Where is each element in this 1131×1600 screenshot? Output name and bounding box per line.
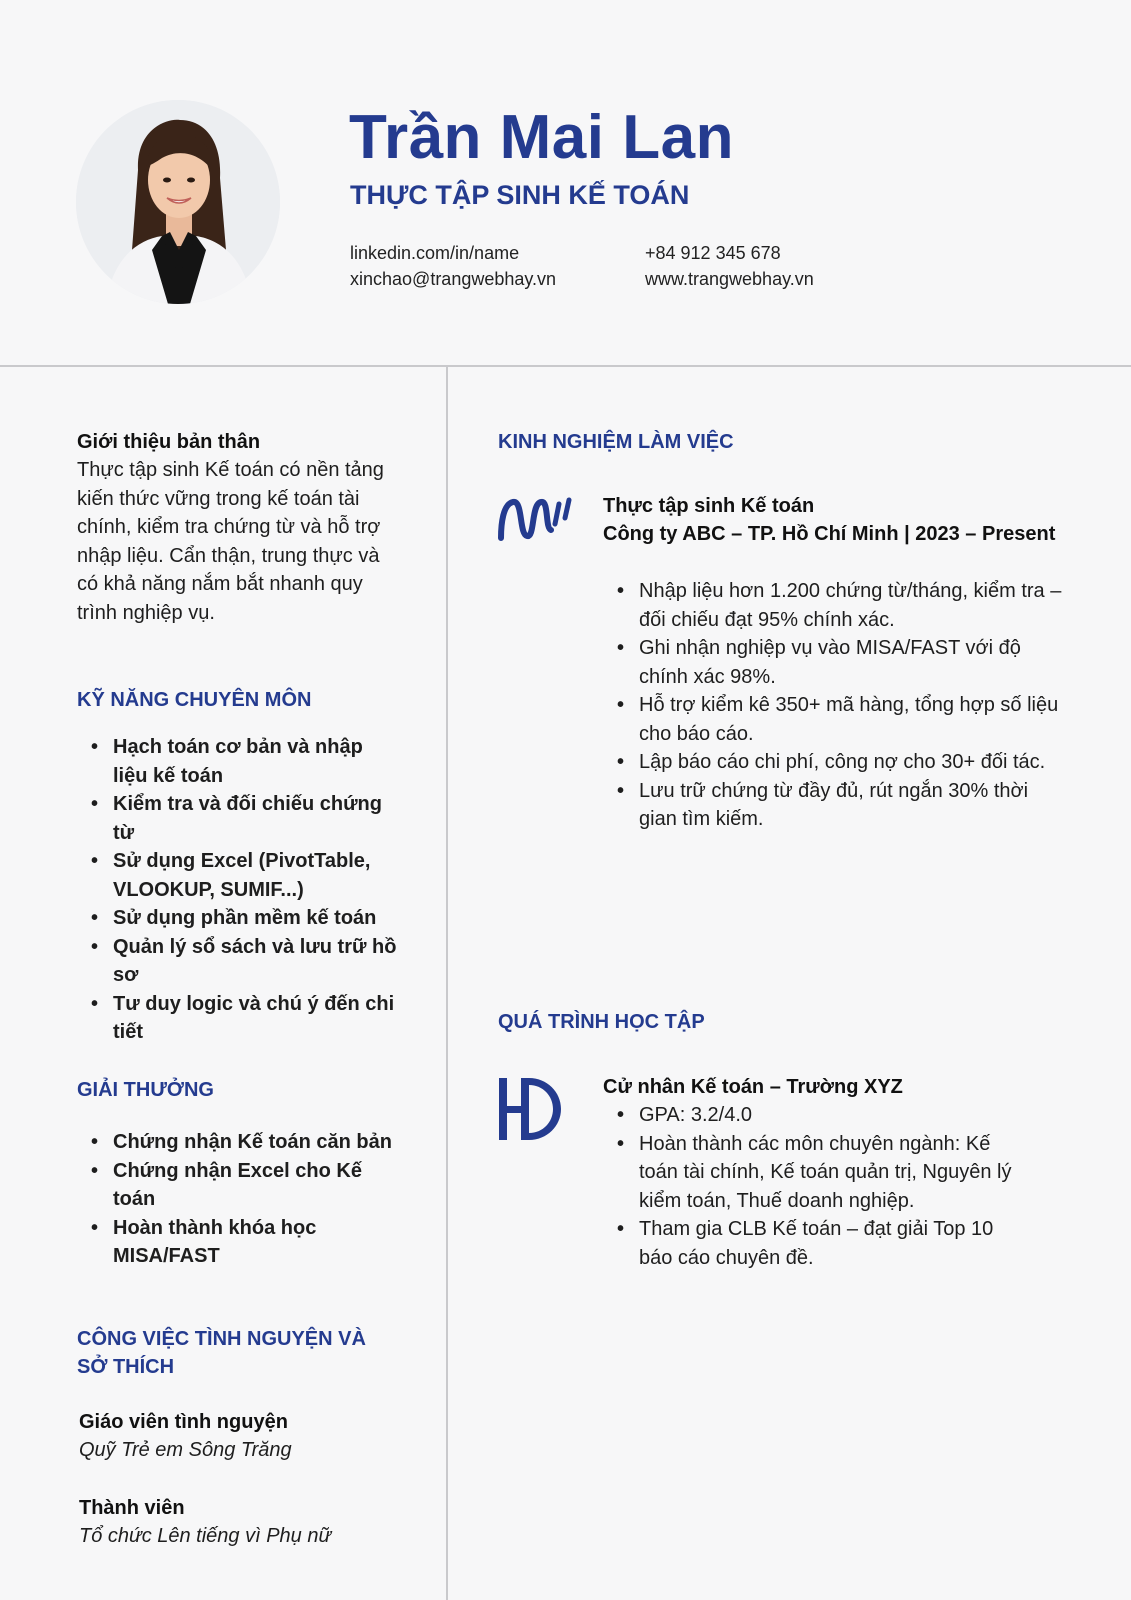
volunteer-title: CÔNG VIỆC TÌNH NGUYỆN VÀ SỞ THÍCH xyxy=(77,1328,366,1378)
award-item: • Hoàn thành khóa học MISA/FAST xyxy=(77,1214,397,1271)
skill-item: • Kiểm tra và đối chiếu chứng từ xyxy=(77,790,397,847)
education-title: QUÁ TRÌNH HỌC TẬP xyxy=(498,1011,705,1033)
company-logo-icon xyxy=(497,494,573,544)
experience-list xyxy=(603,577,1063,834)
candidate-name: Trần Mai Lan xyxy=(349,103,734,172)
awards-title: GIẢI THƯỞNG xyxy=(77,1079,214,1101)
education-item: • Hoàn thành các môn chuyên ngành: Kế toán tài chính, Kế toán quản trị, Nguyên lý kiểm toán, Thuế doanh nghiệp. xyxy=(603,1130,1023,1216)
award-item: • Chứng nhận Kế toán căn bản xyxy=(77,1128,397,1157)
portrait-illustration xyxy=(76,100,280,304)
about-section xyxy=(77,428,397,627)
about-text: Thực tập sinh Kế toán có nền tảng kiến thức vững trong kế toán tài chính, kiểm tra chứng từ và hỗ trợ nhập liệu. Cẩn thận, trung thực và có khả năng nắm bắt nhanh quy trình nghiệp vụ. xyxy=(77,459,384,624)
experience-header xyxy=(603,492,1063,548)
candidate-role: THỰC TẬP SINH KẾ TOÁN xyxy=(350,180,690,210)
education-item: • Tham gia CLB Kế toán – đạt giải Top 10 báo cáo chuyên đề. xyxy=(603,1215,1023,1272)
education-item: • GPA: 3.2/4.0 xyxy=(603,1101,1023,1130)
skills-title: KỸ NĂNG CHUYÊN MÔN xyxy=(77,689,312,711)
job-title: Thực tập sinh Kế toán xyxy=(603,495,815,517)
profile-photo xyxy=(76,100,280,304)
skills-list xyxy=(77,733,397,1047)
linkedin-link[interactable]: linkedin.com/in/name xyxy=(350,243,520,263)
phone-link[interactable]: +84 912 345 678 xyxy=(645,243,781,263)
award-item: • Chứng nhận Excel cho Kế toán xyxy=(77,1157,397,1214)
about-title: Giới thiệu bản thân xyxy=(77,431,261,453)
volunteer-org: Tổ chức Lên tiếng vì Phụ nữ xyxy=(79,1525,332,1547)
experience-item: • Lập báo cáo chi phí, công nợ cho 30+ đối tác. xyxy=(603,748,1063,777)
education-block xyxy=(603,1073,1023,1272)
awards-list xyxy=(77,1128,397,1271)
experience-item: • Nhập liệu hơn 1.200 chứng từ/tháng, kiểm tra – đối chiếu đạt 95% chính xác. xyxy=(603,577,1063,634)
experience-item: • Hỗ trợ kiểm kê 350+ mã hàng, tổng hợp số liệu cho báo cáo. xyxy=(603,691,1063,748)
company-line: Công ty ABC – TP. Hồ Chí Minh | 2023 – Present xyxy=(603,523,1056,545)
experience-item: • Ghi nhận nghiệp vụ vào MISA/FAST với độ chính xác 98%. xyxy=(603,634,1063,691)
skill-item: • Sử dụng Excel (PivotTable, VLOOKUP, SUMIF...) xyxy=(77,847,397,904)
volunteer-org: Quỹ Trẻ em Sông Trăng xyxy=(79,1439,292,1461)
education-list xyxy=(603,1101,1023,1272)
skill-item: • Tư duy logic và chú ý đến chi tiết xyxy=(77,990,397,1047)
email-link[interactable]: xinchao@trangwebhay.vn xyxy=(350,269,557,289)
contact-right xyxy=(645,240,814,292)
volunteer-role: Thành viên xyxy=(79,1497,185,1519)
experience-item: • Lưu trữ chứng từ đầy đủ, rút ngắn 30% thời gian tìm kiếm. xyxy=(603,777,1063,834)
column-divider xyxy=(446,366,448,1600)
volunteer-entry xyxy=(79,1408,399,1465)
header-divider xyxy=(0,365,1131,367)
degree-title: Cử nhân Kế toán – Trường XYZ xyxy=(603,1076,903,1098)
university-logo-icon xyxy=(497,1076,563,1142)
volunteer-role: Giáo viên tình nguyện xyxy=(79,1411,288,1433)
website-link[interactable]: www.trangwebhay.vn xyxy=(645,269,814,289)
experience-title: KINH NGHIỆM LÀM VIỆC xyxy=(498,431,734,453)
skill-item: • Quản lý sổ sách và lưu trữ hồ sơ xyxy=(77,933,397,990)
contact-left xyxy=(350,240,556,292)
skill-item: • Hạch toán cơ bản và nhập liệu kế toán xyxy=(77,733,397,790)
skill-item: • Sử dụng phần mềm kế toán xyxy=(77,904,397,933)
volunteer-entry xyxy=(79,1494,399,1551)
